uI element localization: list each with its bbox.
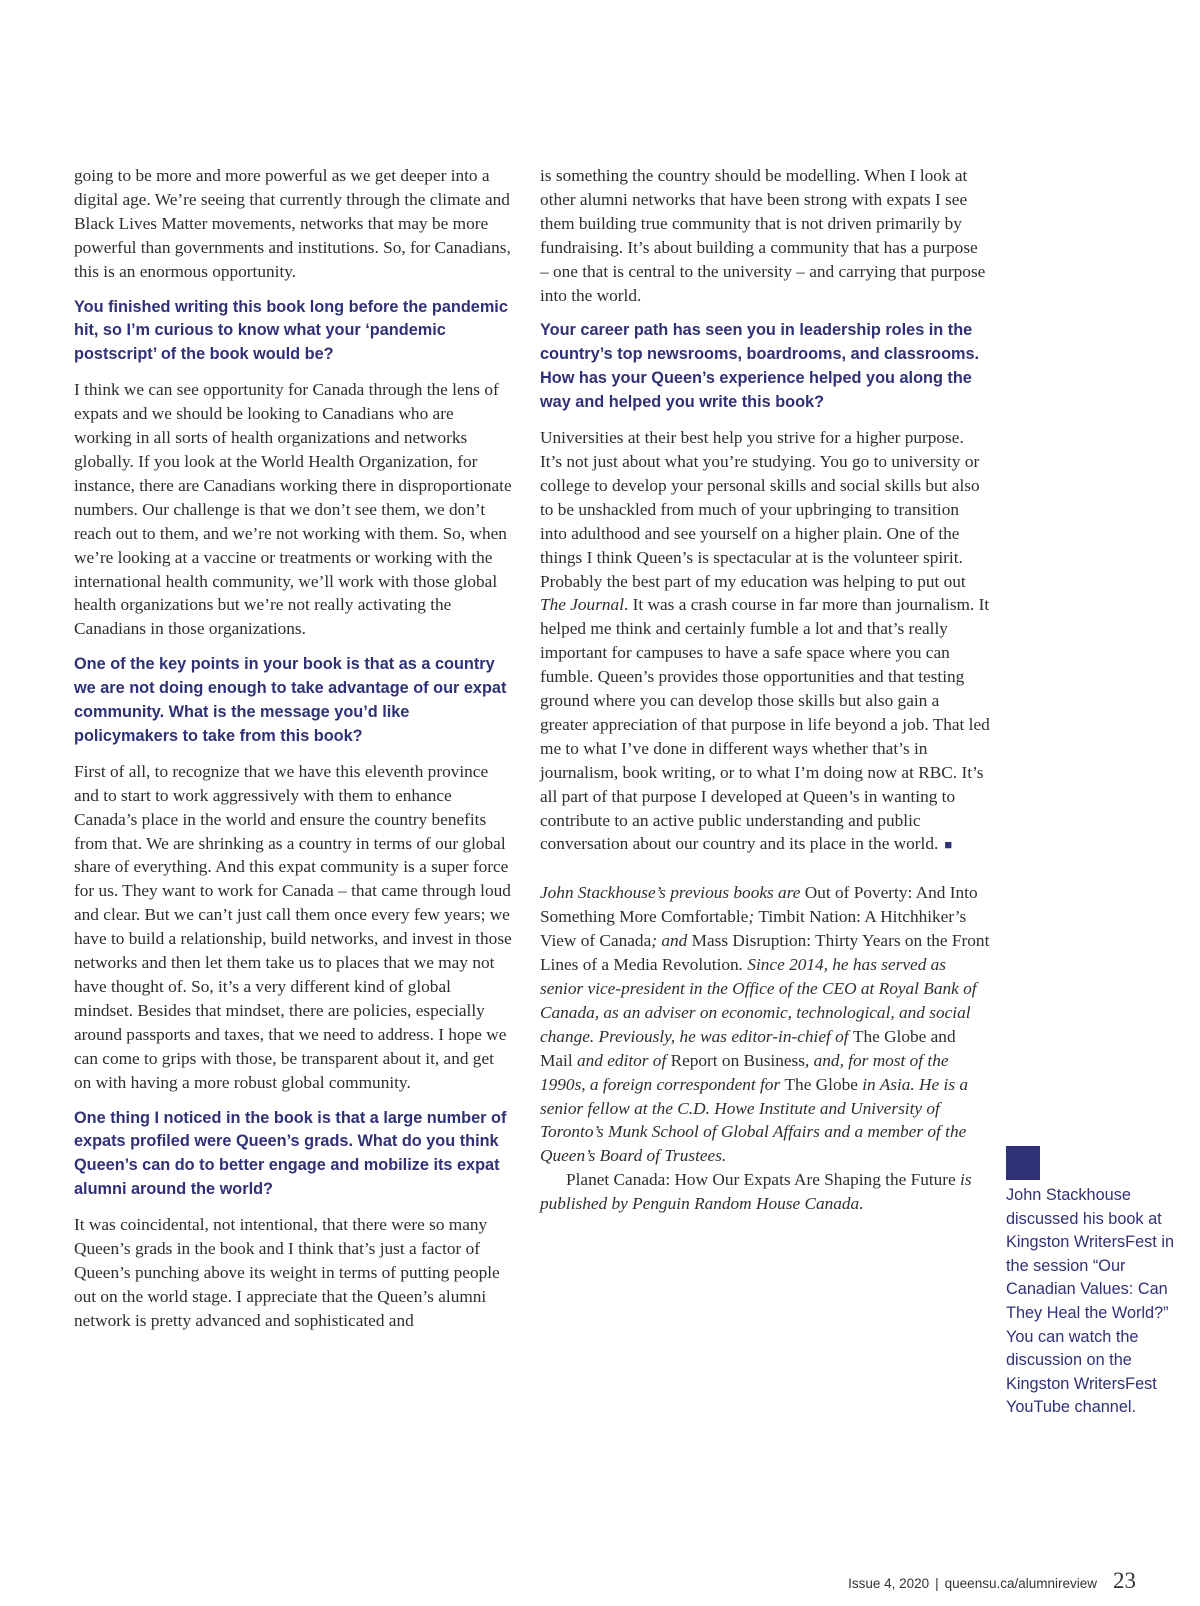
- paragraph: going to be more and more powerful as we get deeper into a digital age. We’re seeing that currently through the climate and Black Lives Matter movements, networks that may be more powerful than governments and institutions. So, for Canadians, this is an enormous opportunity.: [74, 166, 511, 281]
- bio-text: and editor of: [572, 1050, 671, 1070]
- paragraph: is something the country should be modelling. When I look at other alumni networks that have been strong with expats I see them building true community that is not driven primarily by fundraising. It’s about building a community that has a purpose – one that is central to the university – and carrying that purpose into the world.: [540, 166, 986, 305]
- publication-title: The Globe and Mail: [540, 1026, 956, 1070]
- sidebar-caption-box: [1006, 1146, 1181, 1420]
- left-column: [74, 164, 514, 1333]
- book-title: Timbit Nation: A Hitchhiker’s View of Canada: [540, 907, 967, 951]
- paragraph: It was coincidental, not intentional, that there were so many Queen’s grads in the book and I think that’s just a factor of Queen’s punching above its weight in terms of putting people out on the world stage. I appreciate that the Queen’s alumni network is pretty advanced and sophisticated and: [74, 1215, 500, 1330]
- bio-text: in Asia. He is a senior fellow at the C.D. Howe Institute and University of Toronto’s Munk School of Global Affairs and a member of the Queen’s Board of Trustees.: [540, 1074, 969, 1166]
- footer-separator: |: [935, 1576, 939, 1591]
- author-bio: [540, 881, 990, 1216]
- bio-text: , and, for most of the 1990s, a foreign correspondent for: [540, 1050, 949, 1094]
- bio-text: John Stackhouse’s previous books are: [540, 883, 805, 903]
- interview-question: One thing I noticed in the book is that a large number of expats profiled were Queen’s grads. What do you think Queen’s can do to better engage and mobilize its expat alumni around the world?: [74, 1108, 507, 1199]
- interview-question: You finished writing this book long before the pandemic hit, so I’m curious to know what your ‘pandemic postscript’ of the book would be?: [74, 297, 508, 364]
- accent-square: [1006, 1146, 1040, 1180]
- footer-url[interactable]: queensu.ca/alumnireview: [944, 1576, 1097, 1591]
- page-footer: [848, 1568, 1136, 1594]
- publication-title: The Journal: [540, 595, 625, 615]
- page-number: 23: [1113, 1568, 1136, 1593]
- interview-question: One of the key points in your book is that as a country we are not doing enough to take advantage of our expat community. What is the message you’d like policymakers to take from this book?: [74, 655, 507, 745]
- answer-text: Universities at their best help you strive for a higher purpose. It’s not just about what you’re studying. You go to university or college to develop your personal skills and social skills but also to be unshackled from much of your upbringing to transition into adulthood and see yourself on a higher plain. One of the things I think Queen’s is spectacular at is the volunteer spirit. Probably the best part of my education was helping to put out: [540, 428, 980, 591]
- bio-text: . Since 2014, he has served as senior vice-president in the Office of the CEO at Royal Bank of Canada, as an adviser on economic, technological, and social change. Previously, he was editor-in-chief of: [540, 955, 977, 1046]
- interview-question: Your career path has seen you in leadership roles in the country’s top newsrooms, boardrooms, and classrooms. How has your Queen’s experience helped you along the way and helped you write this book?: [540, 321, 980, 412]
- book-title: Mass Disruption: Thirty Years on the Front Lines of a Media Revolution: [540, 931, 990, 975]
- end-of-article-mark: ■: [944, 837, 953, 853]
- publication-title: The Globe: [784, 1074, 858, 1094]
- paragraph: [540, 426, 990, 857]
- bio-text: is published by Penguin Random House Canada.: [540, 1170, 972, 1214]
- bio-text: ; and: [651, 931, 692, 951]
- book-title: Out of Poverty: And Into Something More Comfortable: [540, 883, 978, 927]
- paragraph: First of all, to recognize that we have this eleventh province and to start to work aggressively with them to enhance Canada’s place in the world and ensure the country benefits from that. We are shrinking as a country in terms of our global share of everything. And this expat community is a super force for us. They want to work for Canada – that came through loud and clear. But we can’t just call them once every few years; we have to build a relationship, build networks, and invest in those networks and then let them take us to places that we may not have thought of. So, it’s a very different kind of global mindset. Besides that mindset, there are policies, especially around passports and taxes, that we need to address. I hope we can come to grips with those, be transparent about it, and get on with having a more robust global community.: [74, 761, 512, 1092]
- publication-title: Report on Business: [670, 1050, 805, 1070]
- paragraph: I think we can see opportunity for Canada through the lens of expats and we should be looking to Canadians who are working in all sorts of health organizations and networks globally. If you look at the World Health Organization, for instance, there are Canadians working there in disproportionate numbers. Our challenge is that we don’t see them, we don’t reach out to them, and we’re not working with them. So, when we’re looking at a vaccine or treatments or working with the international health community, we’ll work with those global health organizations but we’re not really activating the Canadians in those organizations.: [74, 380, 512, 639]
- right-column: [540, 164, 990, 1216]
- issue-label: Issue 4, 2020: [848, 1576, 930, 1591]
- answer-text: . It was a crash course in far more than journalism. It helped me think and certainly fumble a lot and that’s really important for campuses to have a safe space where you can fumble. Queen’s provides those opportunities and that testing ground where you can develop those skills but also gain a greater appreciation of that purpose in life beyond a job. That led me to what I’ve done in different ways whether that’s in journalism, book writing, or to what I’m doing now at RBC. It’s all part of that purpose I developed at Queen’s in wanting to contribute to an active public understanding and public conversation about our country and its place in the world.: [540, 595, 990, 854]
- book-title: Planet Canada: How Our Expats Are Shaping the Future: [566, 1170, 956, 1190]
- sidebar-caption: John Stackhouse discussed his book at Kingston WritersFest in the session “Our Canadian Values: Can They Heal the World?” You can watch the discussion on the Kingston WritersFest YouTube channel.: [1006, 1186, 1174, 1417]
- bio-text: ;: [748, 907, 759, 927]
